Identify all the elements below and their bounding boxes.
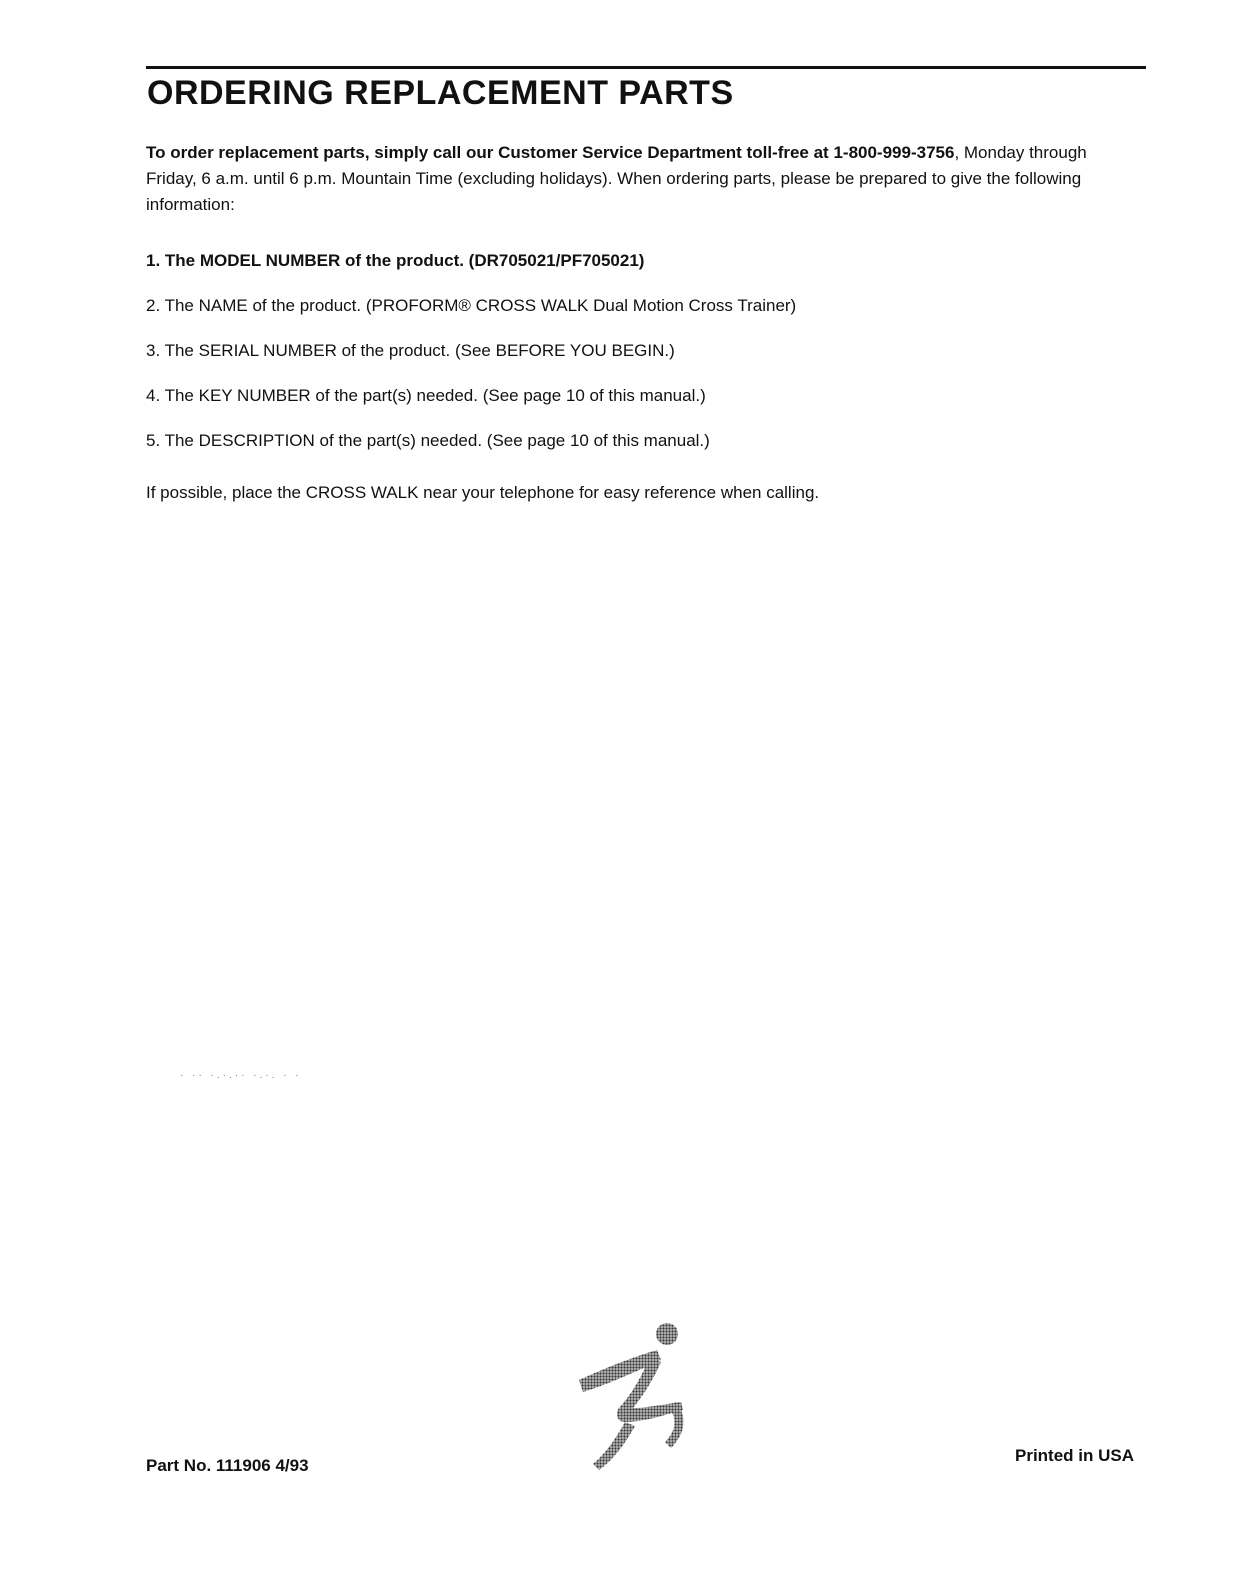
closing-note: If possible, place the CROSS WALK near your telephone for easy reference when calling. <box>146 483 820 502</box>
printed-in: Printed in USA <box>1014 1446 1134 1465</box>
part-number: Part No. 111906 4/93 <box>146 1456 309 1475</box>
info-list <box>146 248 1131 473</box>
list-item-description: 5. The DESCRIPTION of the part(s) needed. (See page 10 of this manual.) <box>146 431 710 450</box>
intro-text-end: , Monday through Friday, 6 a.m. until 6 p.m. Mountain Time (excluding holidays). When ordering parts, please be prepared to give the following information: <box>146 143 1087 214</box>
runner-logo-icon <box>575 1318 705 1478</box>
top-rule <box>146 66 1146 69</box>
list-item-name: 2. The NAME of the product. (PROFORM® CROSS WALK Dual Motion Cross Trainer) <box>146 296 797 315</box>
scan-specks: · ·· ·.·.·· ·.·. · · <box>180 1070 302 1081</box>
list-item-key: 4. The KEY NUMBER of the part(s) needed. (See page 10 of this manual.) <box>146 386 706 405</box>
list-item-serial: 3. The SERIAL NUMBER of the product. (See BEFORE YOU BEGIN.) <box>146 341 675 360</box>
intro-paragraph <box>146 140 1131 218</box>
intro-text-start: To order replacement parts, simply call our Customer Service Department toll-free at <box>146 143 834 162</box>
page-title: ORDERING REPLACEMENT PARTS <box>147 74 734 112</box>
phone-number: 1-800-999-3756 <box>833 143 955 162</box>
list-item-model: 1. The MODEL NUMBER of the product. (DR705021/PF705021) <box>146 251 645 270</box>
